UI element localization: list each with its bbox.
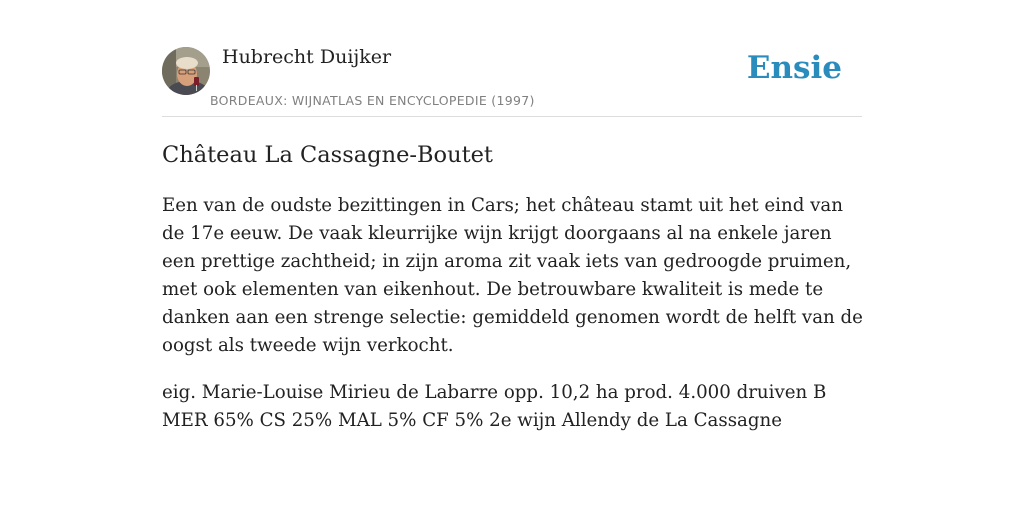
article-paragraph: Een van de oudste bezittingen in Cars; het château stamt uit het eind van de 17e eeuw. De vaak kleurrijke wijn krijgt doorgaans al na enkele jaren een prettige zachtheid; in zijn aroma zit vaak iets van gedroogde pruimen, met ook elementen van eikenhout. De betrouwbare kwaliteit is mede te danken aan een strenge selectie: gemiddeld genomen wordt de helft van de oogst als tweede wijn verkocht. bbox=[162, 195, 863, 356]
brand-logo[interactable]: Ensie bbox=[746, 50, 842, 86]
header bbox=[162, 44, 862, 117]
source-title[interactable]: BORDEAUX: WIJNATLAS EN ENCYCLOPEDIE (1997) bbox=[210, 93, 535, 108]
author-name[interactable]: Hubrecht Duijker bbox=[222, 46, 392, 68]
article bbox=[162, 140, 865, 435]
avatar[interactable] bbox=[162, 47, 210, 95]
author-photo-icon bbox=[162, 47, 210, 95]
article-paragraph: eig. Marie-Louise Mirieu de Labarre opp. 10,2 ha prod. 4.000 druiven B MER 65% CS 25% MAL 5% CF 5% 2e wijn Allendy de La Cassagne bbox=[162, 382, 827, 431]
page-title: Château La Cassagne-Boutet bbox=[162, 142, 493, 168]
